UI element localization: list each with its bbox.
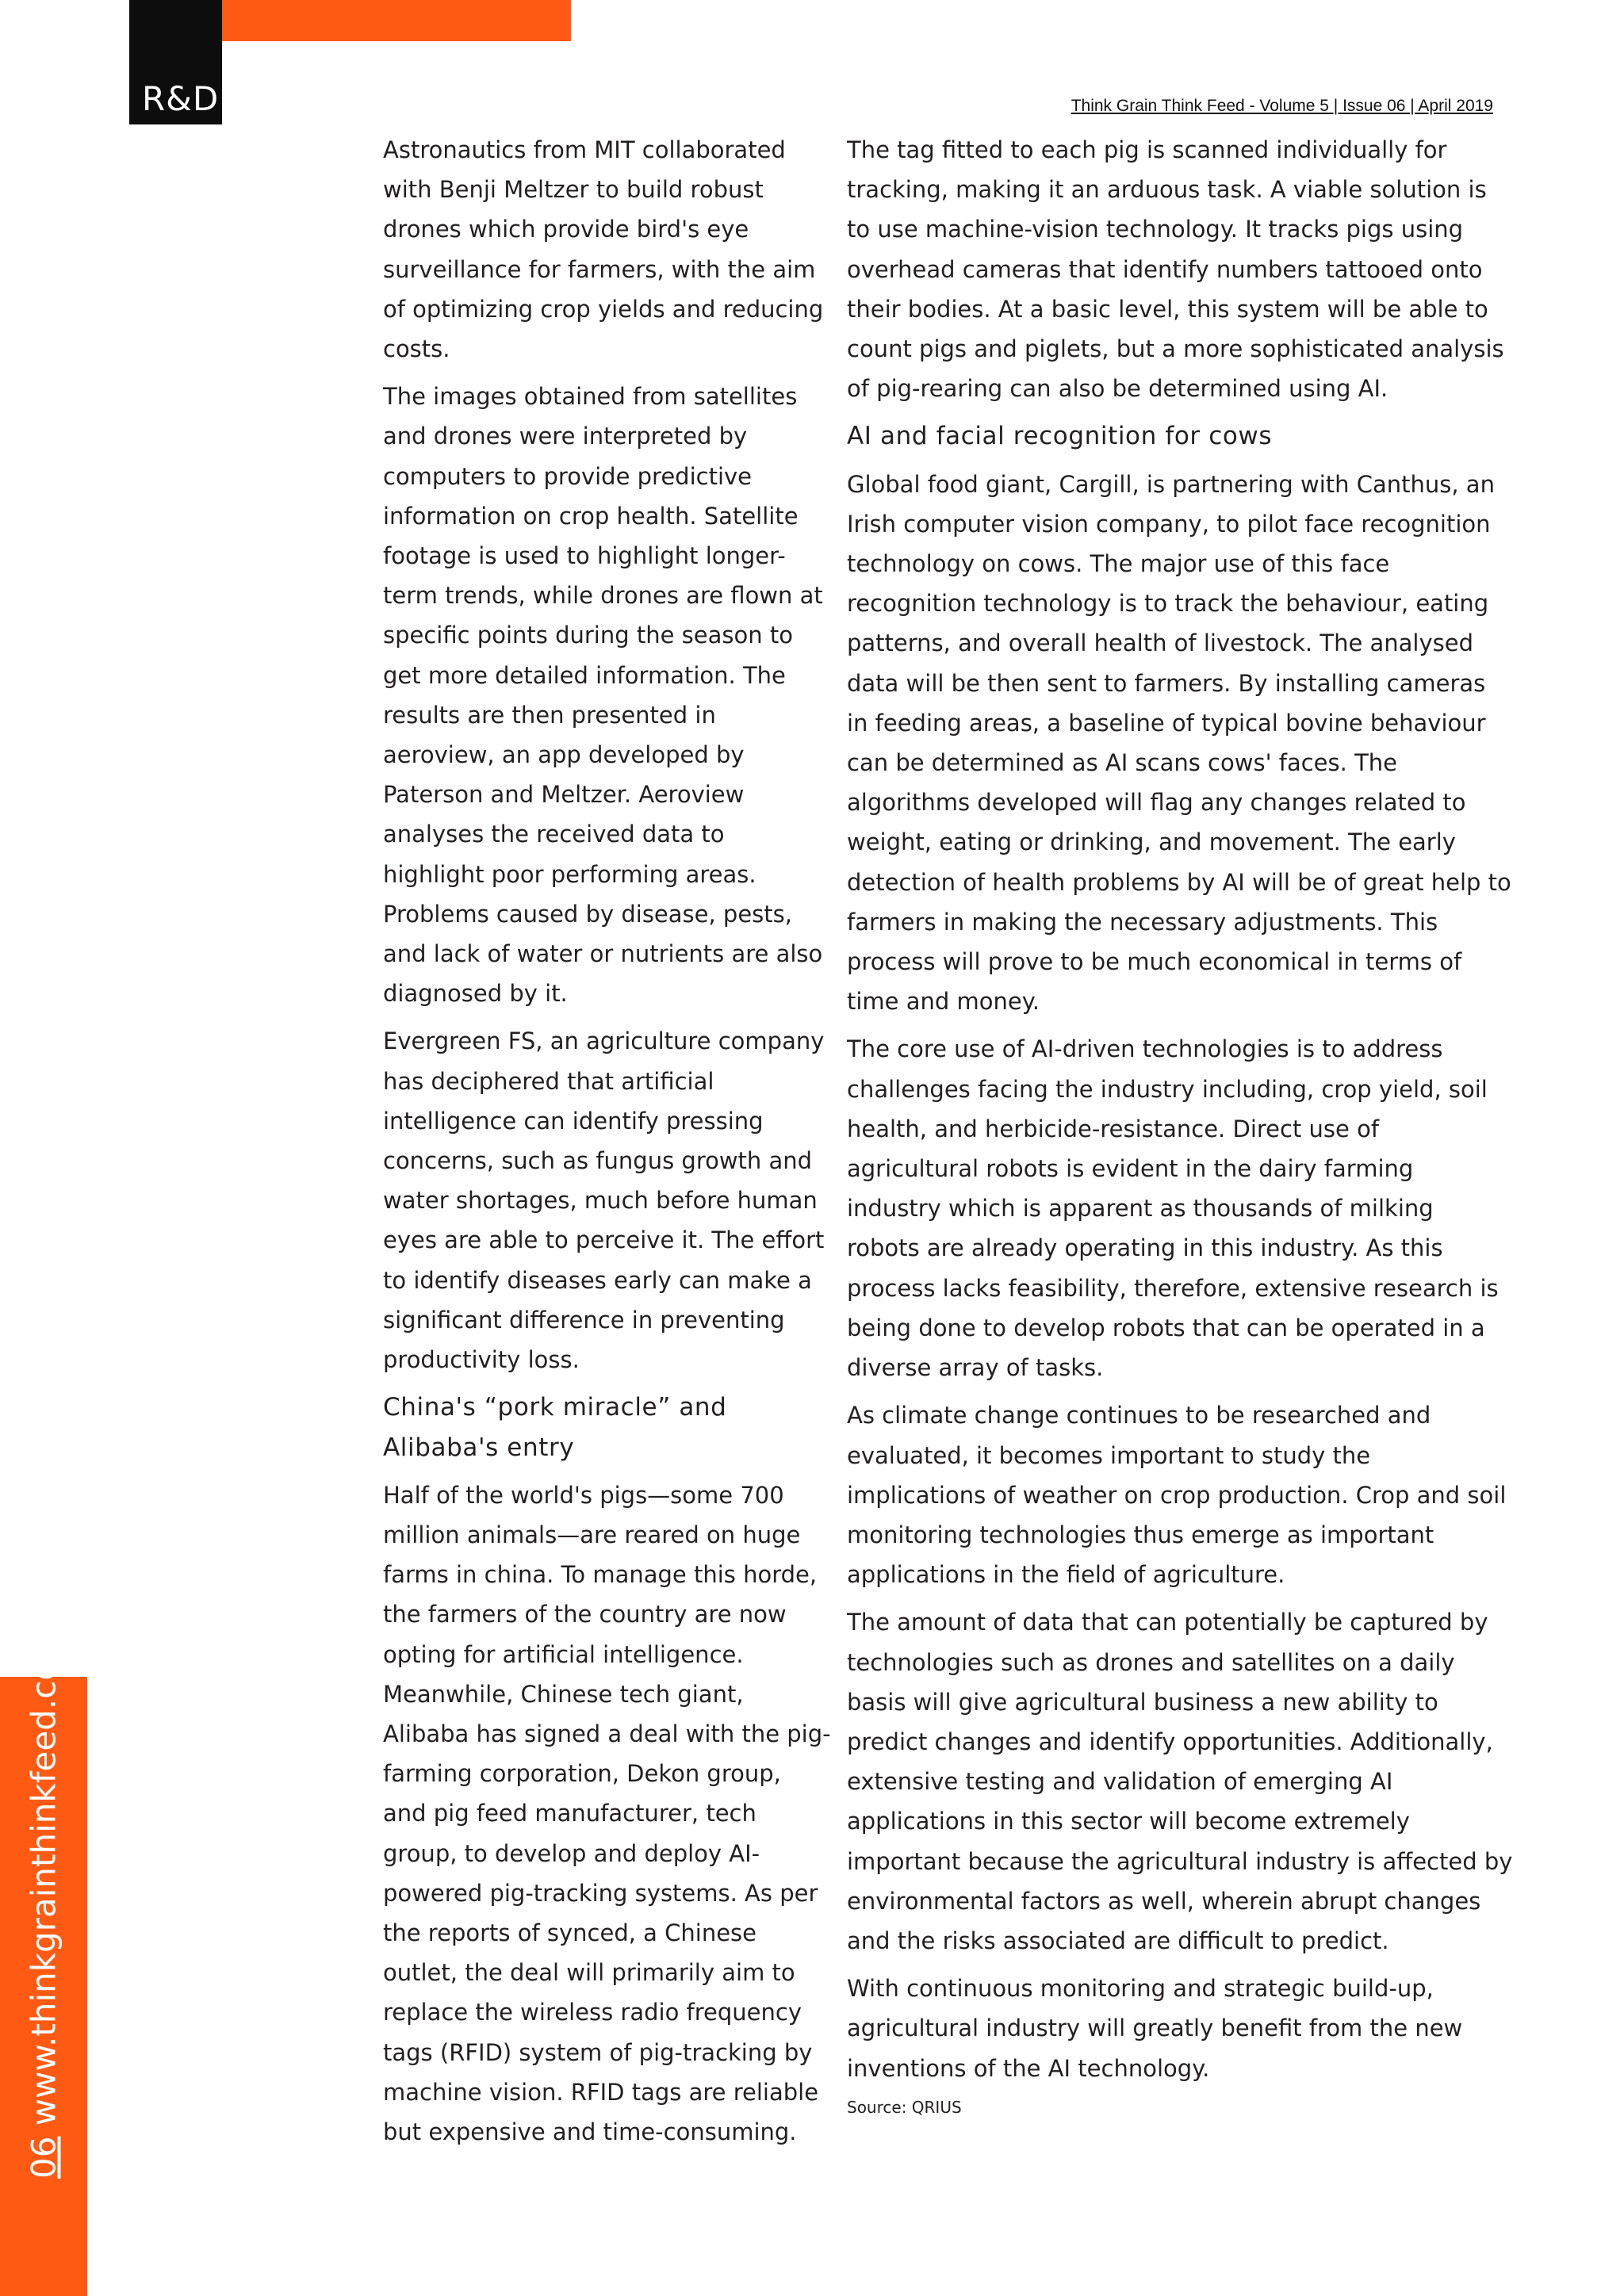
side-label — [25, 1620, 63, 2179]
china-pork-heading: China's “pork miracle” and Alibaba's entry — [383, 1393, 727, 1462]
right-paragraph-1: The tag fitted to each pig is scanned individually for tracking, making it an arduous task. A viable solution is to use machine-vision technology. It tracks pigs using overhead cameras that identify numbers tattooed onto their bodies. At a basic level, this system will be able to count pigs and piglets, but a more sophisticated analysis of pig-rearing can also be determined using AI. — [847, 136, 1504, 403]
source-credit: Source: QRIUS — [847, 2097, 962, 2117]
left-paragraph-4: Half of the world's pigs—some 700 million animals—are reared on huge farms in china. To manage this horde, the farmers of the country are now opting for artificial intelligence. Meanwhile, Chinese tech giant, Alibaba has signed a deal with the pig-farming corporation, Dekon group, and pig feed manufacturer, tech group, to develop and deploy AI-powered pig-tracking systems. As per the reports of synced, a Chinese outlet, the deal will primarily aim to replace the wireless radio frequency tags (RFID) system of pig-tracking by machine vision. RFID tags are reliable but expensive and time-consuming. — [383, 1481, 831, 2145]
right-column — [847, 130, 1513, 2118]
left-column — [383, 130, 831, 2160]
left-paragraph-2: The images obtained from satellites and drones were interpreted by computers to provide predictive information on crop health. Satellite footage is used to highlight longer-term trends, while drones are flown at specific points during the season to get more detailed information. The results are then presented in aeroview, an app developed by Paterson and Meltzer. Aeroview analyses the received data to highlight poor performing areas. Problems caused by disease, pests, and lack of water or nutrients are also diagnosed by it. — [383, 383, 823, 1008]
publication-info[interactable]: Think Grain Think Feed - Volume 5 | Issue 06 | April 2019 — [1071, 97, 1493, 115]
right-paragraph-3: The core use of AI-driven technologies is to address challenges facing the industry including, crop yield, soil health, and herbicide-resistance. Direct use of agricultural robots is evident in the dairy farming industry which is apparent as thousands of milking robots are already operating in this industry. As this process lacks feasibility, therefore, extensive research is being done to develop robots that can be operated in a diverse array of tasks. — [847, 1035, 1499, 1382]
website-link[interactable]: www.thinkgrainthinkfeed.co.in — [24, 1620, 63, 2126]
section-tab — [129, 0, 222, 124]
section-label: R&D — [142, 79, 220, 118]
left-paragraph-1: Astronautics from MIT collaborated with Benji Meltzer to build robust drones which provide bird's eye surveillance for farmers, with the aim of optimizing crop yields and reducing costs. — [383, 136, 824, 363]
cows-face-recognition-heading: AI and facial recognition for cows — [847, 422, 1273, 451]
right-paragraph-6: With continuous monitoring and strategic build-up, agricultural industry will greatly benefit from the new inventions of the AI technology. — [847, 1975, 1463, 2082]
page-number: 06 — [24, 2136, 63, 2179]
right-paragraph-4: As climate change continues to be researched and evaluated, it becomes important to study the implications of weather on crop production. Crop and soil monitoring technologies thus emerge as important applications in the field of agriculture. — [847, 1402, 1507, 1589]
right-paragraph-5: The amount of data that can potentially be captured by technologies such as drones and satellites on a daily basis will give agricultural business a new ability to predict changes and identify opportunities. Additionally, extensive testing and validation of emerging AI applications in this sector will become extremely important because the agricultural industry is affected by environmental factors as well, wherein abrupt changes and the risks associated are difficult to predict. — [847, 1609, 1513, 1954]
right-paragraph-2: Global food giant, Cargill, is partnering with Canthus, an Irish computer vision company, to pilot face recognition technology on cows. The major use of this face recognition technology is to track the behaviour, eating patterns, and overall health of livestock. The analysed data will be then sent to farmers. By installing cameras in feeding areas, a baseline of typical bovine behaviour can be determined as AI scans cows' faces. The algorithms developed will flag any changes related to weight, eating or drinking, and movement. The early detection of health problems by AI will be of great help to farmers in making the necessary adjustments. This process will prove to be much economical in terms of time and money. — [847, 470, 1511, 1016]
left-paragraph-3: Evergreen FS, an agriculture company has deciphered that artificial intelligence can identify pressing concerns, such as fungus growth and water shortages, much before human eyes are able to perceive it. The effort to identify diseases early can make a significant difference in preventing productivity loss. — [383, 1027, 825, 1374]
